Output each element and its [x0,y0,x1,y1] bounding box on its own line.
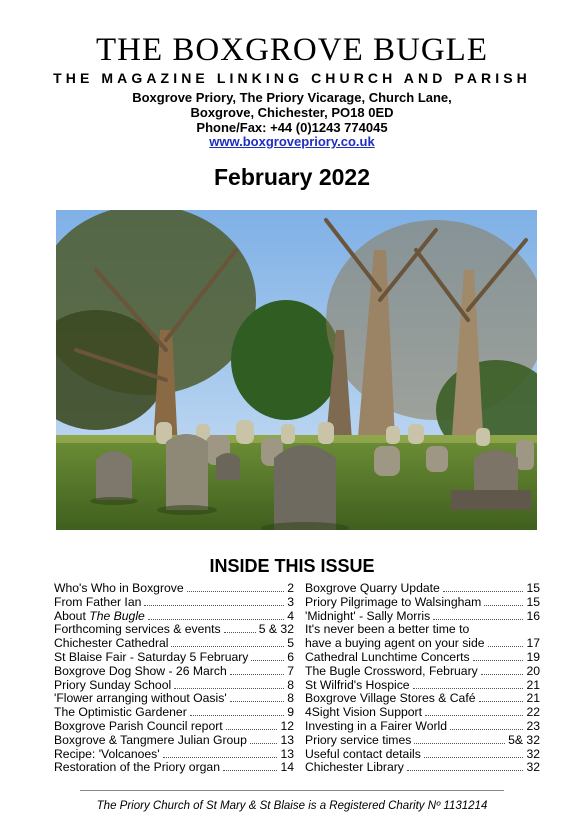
toc-item-title: St Wilfrid's Hospice [305,677,410,692]
toc-item[interactable] [54,623,294,637]
toc-item-page: 21 [526,691,540,706]
toc-item[interactable] [54,692,294,706]
toc-item-page: 32 [526,746,540,761]
toc-item-title: Priory Sunday School [54,677,172,692]
toc-item-title: St Blaise Fair - Saturday 5 February [54,649,249,664]
toc-item-title: Cathedral Lunchtime Concerts [305,649,470,664]
issue-date: February 2022 [214,164,370,190]
toc-leader [479,693,524,702]
address-line-1: Boxgrove Priory, The Priory Vicarage, Church Lane, [132,90,452,105]
toc-leader [223,762,277,771]
toc-item[interactable] [305,761,540,775]
toc-item[interactable] [305,651,540,665]
toc-item-title: Boxgrove Dog Show - 26 March [54,663,227,678]
toc-item-page: 8 [287,691,294,706]
toc-item[interactable] [305,623,540,637]
toc-item-page: 20 [526,663,540,678]
toc-item-page: 3 [287,594,294,609]
toc-item-page: 16 [526,608,540,623]
toc-item-page: 14 [280,760,294,775]
toc-item[interactable] [54,665,294,679]
toc-item-title: Useful contact details [305,746,421,761]
toc-item[interactable] [305,720,540,734]
website-line [0,134,584,150]
toc-item-page: 5 [287,636,294,651]
toc-item[interactable] [54,706,294,720]
toc-item[interactable] [54,582,294,596]
toc-item[interactable] [54,637,294,651]
charity-footer: The Priory Church of St Mary & St Blaise is a Registered Charity Nº 1131214 [96,800,488,812]
toc-item-title: Forthcoming services & events [54,622,221,637]
toc-item-title: Chichester Cathedral [54,636,169,651]
toc-item-title: Recipe: 'Volcanoes' [54,746,160,761]
toc-item-page: 9 [287,705,294,720]
toc-item-page: 4 [287,608,294,623]
toc-item[interactable] [54,748,294,762]
toc-leader [230,693,285,702]
toc-item-title: Boxgrove Parish Council report [54,718,223,733]
toc-item[interactable] [305,706,540,720]
magazine-subtitle: THE MAGAZINE LINKING CHURCH AND PARISH [53,70,531,86]
toc-item-page: 13 [280,732,294,747]
toc-leader [148,611,284,620]
toc-leader [190,707,284,716]
address-line-2: Boxgrove, Chichester, PO18 0ED [190,105,394,120]
phone-line: Phone/Fax: +44 (0)1243 774045 [196,120,388,135]
toc-item-title: Investing in a Fairer World [305,718,448,733]
toc-item-title: Boxgrove & Tangmere Julian Group [54,732,247,747]
magazine-title: THE BOXGROVE BUGLE [96,32,488,68]
toc-leader [472,625,537,633]
toc-item[interactable] [305,692,540,706]
toc-item[interactable] [305,665,540,679]
toc-leader [443,583,524,592]
toc-leader [425,707,523,716]
toc-item-title: It's never been a better time to [305,622,470,637]
toc-item-page: 5 & 32 [258,622,294,637]
toc-item-page: 6 [287,649,294,664]
toc-item-title: Priory service times [305,732,412,747]
toc-leader [481,666,524,675]
toc-item[interactable] [305,596,540,610]
toc-leader [230,666,284,675]
toc-leader [433,611,523,620]
toc-item-page: 23 [526,718,540,733]
churchyard-photo-icon [56,210,537,530]
toc-leader [424,749,524,758]
toc-item[interactable] [305,582,540,596]
toc-leader [251,652,284,661]
toc-leader [174,680,284,689]
toc-item-page: 15 [526,594,540,609]
toc-item-title: The Bugle Crossword, February [305,663,478,678]
toc-item-title: Boxgrove Quarry Update [305,581,440,595]
toc-item-page: 5& 32 [508,732,540,747]
toc-leader [187,583,285,592]
toc-item-page: 12 [280,718,294,733]
churchyard-photo [56,210,537,530]
toc-item[interactable] [305,748,540,762]
toc-item[interactable] [54,720,294,734]
toc-item-title: Boxgrove Village Stores & Café [305,691,476,706]
toc-item[interactable] [305,679,540,693]
toc-item-title: The Optimistic Gardener [54,705,187,720]
toc-leader [450,721,523,730]
toc-item-page: 19 [526,649,540,664]
toc-item-page: 22 [526,705,540,720]
toc-item-page: 7 [287,663,294,678]
toc-item[interactable] [54,761,294,775]
toc-right-column [305,582,540,775]
toc-item-title: Who's Who in Boxgrove [54,581,184,595]
toc-leader [171,638,284,647]
toc-item-title: 'Flower arranging without Oasis' [54,691,227,706]
toc-leader [488,638,524,647]
toc-leader [413,680,524,689]
toc-left-column [54,582,294,775]
inside-heading: INSIDE THIS ISSUE [209,556,375,576]
toc-leader [484,597,523,606]
toc-item-title: 4Sight Vision Support [305,705,422,720]
toc-item-title: From Father Ian [54,594,142,609]
toc-item-title: Restoration of the Priory organ [54,760,220,775]
toc-item[interactable] [54,679,294,693]
toc-leader [407,762,524,771]
toc-leader [224,624,256,633]
toc-item[interactable] [54,596,294,610]
toc-item-page: 21 [526,677,540,692]
toc-item-title: Priory Pilgrimage to Walsingham [305,594,482,609]
toc-leader [250,735,278,744]
toc-item[interactable] [54,734,294,748]
toc-item-page: 2 [287,581,294,595]
toc-leader [473,652,524,661]
toc-item-title: have a buying agent on your side [305,636,485,651]
toc-item-page: 13 [280,746,294,761]
toc-item[interactable] [54,651,294,665]
toc-leader [414,735,505,744]
website-link[interactable]: www.boxgrovepriory.co.uk [209,134,375,149]
toc-item-title: 'Midnight' - Sally Morris [305,608,431,623]
toc-item-title: About The Bugle [54,608,145,623]
toc-item[interactable] [54,610,294,624]
toc-leader [144,597,284,606]
toc-leader [163,749,278,758]
toc-item-page: 17 [526,636,540,651]
toc-item-page: 32 [526,760,540,775]
toc-item[interactable] [305,734,540,748]
toc-item[interactable] [305,610,540,624]
toc-item-page: 15 [526,581,540,595]
footer-divider [80,790,504,791]
toc-item-title: Chichester Library [305,760,404,775]
toc-leader [226,721,278,730]
toc-item[interactable] [305,637,540,651]
toc-item-page: 8 [287,677,294,692]
